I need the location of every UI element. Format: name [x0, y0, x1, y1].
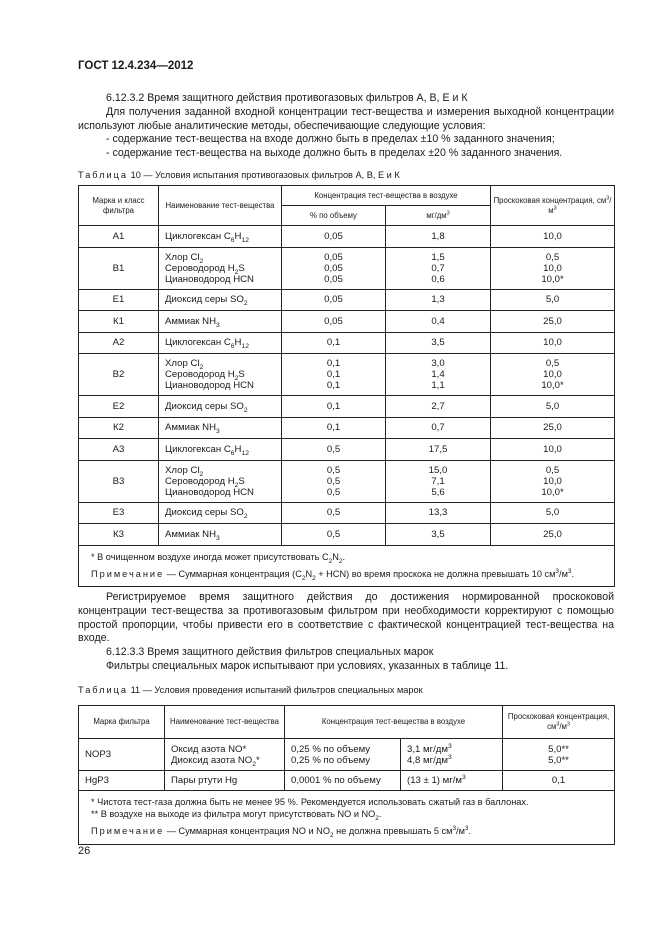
cell-percent: 0,25 % по объему 0,25 % по объему: [285, 739, 401, 771]
cell-leak: 0,5 10,0 10,0*: [491, 354, 615, 396]
cell-mg: 0,4: [386, 311, 491, 333]
table11-caption: Таблица 11 — Условия проведения испытаний фильтров специальных марок: [78, 685, 423, 695]
cell-mark: HgP3: [79, 771, 165, 791]
cell-leak: 25,0: [491, 417, 615, 439]
cell-name: Пары ртути Hg: [165, 771, 285, 791]
cell-mark: Е3: [79, 502, 159, 524]
column-header-leak: Проскоковая концентрация, $см^3/м^3$: [503, 706, 615, 739]
table-row: [79, 247, 615, 289]
cell-percent: 0,5: [282, 439, 386, 461]
cell-mg: 1,5 0,7 0,6: [386, 247, 491, 289]
footnote: * Чистота тест-газа должна быть не менее 95 %. Рекомендуется использовать сжатый газ в баллонах.: [91, 797, 529, 807]
column-header-name: Наименование тест-вещества: [165, 706, 285, 739]
column-header-mark: Марка и класс фильтра: [79, 186, 159, 226]
cell-leak: 10,0: [491, 226, 615, 248]
cell-leak: 5,0** 5,0**: [503, 739, 615, 771]
section-6-12-3-2: [78, 92, 614, 161]
table10-notes: [79, 545, 615, 586]
table-row: [79, 226, 615, 248]
cell-percent: 0,05: [282, 289, 386, 311]
cell-leak: 5,0: [491, 502, 615, 524]
cell-mark: А2: [79, 332, 159, 354]
cell-mg: 3,5: [386, 332, 491, 354]
cell-mark: В2: [79, 354, 159, 396]
cell-leak: 0,5 10,0 10,0*: [491, 247, 615, 289]
cell-percent: 0,1 0,1 0,1: [282, 354, 386, 396]
column-header-mg: $мг/дм^3$: [386, 206, 491, 226]
table-row: [79, 311, 615, 333]
cell-leak: 10,0: [491, 439, 615, 461]
bullet-item: - содержание тест-вещества на входе должно быть в пределах ±10 % заданного значения;: [106, 133, 555, 146]
cell-percent: 0,1: [282, 417, 386, 439]
cell-name: Циклогексан $C_6H_{12}$: [159, 226, 282, 248]
cell-mark: Е2: [79, 396, 159, 418]
column-header-percent: % по объему: [282, 206, 386, 226]
cell-name: Диоксид серы $SO_2$: [159, 396, 282, 418]
section-title: 6.12.3.2 Время защитного действия противогазовых фильтров А, В, Е и К: [106, 92, 468, 104]
table-row: [79, 524, 615, 546]
cell-percent: 0,5: [282, 502, 386, 524]
cell-percent: 0,1: [282, 332, 386, 354]
table-row: [79, 396, 615, 418]
table-11: [78, 705, 615, 845]
table-row: [79, 439, 615, 461]
section-title: 6.12.3.3 Время защитного действия фильтров специальных марок: [106, 646, 434, 659]
paragraph: Фильтры специальных марок испытывают при условиях, указанных в таблице 11.: [106, 659, 509, 672]
cell-percent: 0,0001 % по объему: [285, 771, 401, 791]
cell-name: Диоксид серы $SO_2$: [159, 289, 282, 311]
table-row: [79, 739, 615, 771]
cell-leak: 5,0: [491, 396, 615, 418]
cell-mg: 15,0 7,1 5,6: [386, 460, 491, 502]
page-number: 26: [78, 845, 91, 857]
page-header: ГОСТ 12.4.234—2012: [78, 60, 194, 72]
table-row: [79, 332, 615, 354]
cell-mark: К1: [79, 311, 159, 333]
cell-name: Циклогексан $C_6H_{12}$: [159, 332, 282, 354]
cell-mark: А3: [79, 439, 159, 461]
table10-caption: Таблица 10 — Условия испытания противогазовых фильтров А, В, Е и К: [78, 170, 400, 180]
table10-body: [79, 226, 615, 546]
cell-percent: 0,05: [282, 226, 386, 248]
cell-mg: 3,5: [386, 524, 491, 546]
footnote: * В очищенном воздухе иногда может присутствовать $C_2N_2$.: [91, 551, 345, 565]
column-header-name: Наименование тест-вещества: [159, 186, 282, 226]
cell-leak: 5,0: [491, 289, 615, 311]
column-header-leak: Проскоковая концентрация, $см^3/м^3$: [491, 186, 615, 226]
table-row: [79, 354, 615, 396]
table-row: [79, 460, 615, 502]
table11-notes: [79, 791, 615, 845]
cell-mg: 1,8: [386, 226, 491, 248]
cell-name: Хлор $Cl_2$ Сероводород $H_2S$ Циановодород HCN: [159, 354, 282, 396]
cell-mark: А1: [79, 226, 159, 248]
cell-leak: 0,1: [503, 771, 615, 791]
cell-mark: В1: [79, 247, 159, 289]
cell-leak: 25,0: [491, 524, 615, 546]
footnote: ** В воздухе на выходе из фильтра могут присутствовать NO и $NO_2$.: [91, 808, 382, 822]
cell-percent: 0,5 0,5 0,5: [282, 460, 386, 502]
cell-mg: 0,7: [386, 417, 491, 439]
cell-percent: 0,5: [282, 524, 386, 546]
cell-mg: 2,7: [386, 396, 491, 418]
cell-mg: 3,0 1,4 1,1: [386, 354, 491, 396]
cell-name: Аммиак $NH_3$: [159, 311, 282, 333]
cell-name: Циклогексан $C_6H_{12}$: [159, 439, 282, 461]
cell-percent: 0,05: [282, 311, 386, 333]
cell-name: Аммиак $NH_3$: [159, 417, 282, 439]
cell-name: Диоксид серы $SO_2$: [159, 502, 282, 524]
cell-name: Хлор $Cl_2$ Сероводород $H_2S$ Циановодород HCN: [159, 247, 282, 289]
cell-mark: В3: [79, 460, 159, 502]
cell-mg: 3,1 $мг/дм^3$ 4,8 $мг/дм^3$: [401, 739, 503, 771]
cell-mg: 1,3: [386, 289, 491, 311]
cell-mg: (13 ± 1) $мг/м^3$: [401, 771, 503, 791]
cell-name: Аммиак $NH_3$: [159, 524, 282, 546]
table-10: [78, 185, 615, 587]
table-row: [79, 502, 615, 524]
cell-leak: 10,0: [491, 332, 615, 354]
table-note: Примечание — Суммарная концентрация NO и $NO_2$ не должна превышать 5 $см^3/м^3$.: [91, 824, 472, 839]
paragraph: Для получения заданной входной концентрации тест-вещества и измерения выходной концентрации используют любые аналитические методы, обеспечивающие следующие условия:: [78, 105, 614, 132]
cell-mark: NOP3: [79, 739, 165, 771]
cell-percent: 0,1: [282, 396, 386, 418]
cell-mg: 17,5: [386, 439, 491, 461]
cell-mg: 13,3: [386, 502, 491, 524]
column-header-concentration: Концентрация тест-вещества в воздухе: [282, 186, 491, 206]
table-row: [79, 771, 615, 791]
cell-mark: Е1: [79, 289, 159, 311]
paragraph: Регистрируемое время защитного действия до достижения нормированной проскоковой концентрации тест-вещества за противогазовым фильтром при необходимости корректируют с помощью простой пропорции, чтобы привести его в соответствие с фактической концентрацией тест-вещества на входе.: [78, 591, 614, 645]
cell-leak: 0,5 10,0 10,0*: [491, 460, 615, 502]
table-note: Примечание — Суммарная концентрация $(C_2N_2 + HCN)$ во время проскока не должна превышать 10 $см^3/м^3$.: [91, 567, 575, 582]
column-header-mark: Марка фильтра: [79, 706, 165, 739]
table-row: [79, 289, 615, 311]
bullet-item: - содержание тест-вещества на выходе должно быть в пределах ±20 % заданного значения.: [106, 147, 563, 160]
cell-name: Хлор $Cl_2$ Сероводород $H_2S$ Циановодород HCN: [159, 460, 282, 502]
cell-mark: К3: [79, 524, 159, 546]
cell-leak: 25,0: [491, 311, 615, 333]
cell-mark: К2: [79, 417, 159, 439]
table-row: [79, 417, 615, 439]
column-header-concentration: Концентрация тест-вещества в воздухе: [285, 706, 503, 739]
cell-name: Оксид азота NO* Диоксид азота $NO_2*$: [165, 739, 285, 771]
paragraph-after-table10: [78, 591, 614, 674]
cell-percent: 0,05 0,05 0,05: [282, 247, 386, 289]
